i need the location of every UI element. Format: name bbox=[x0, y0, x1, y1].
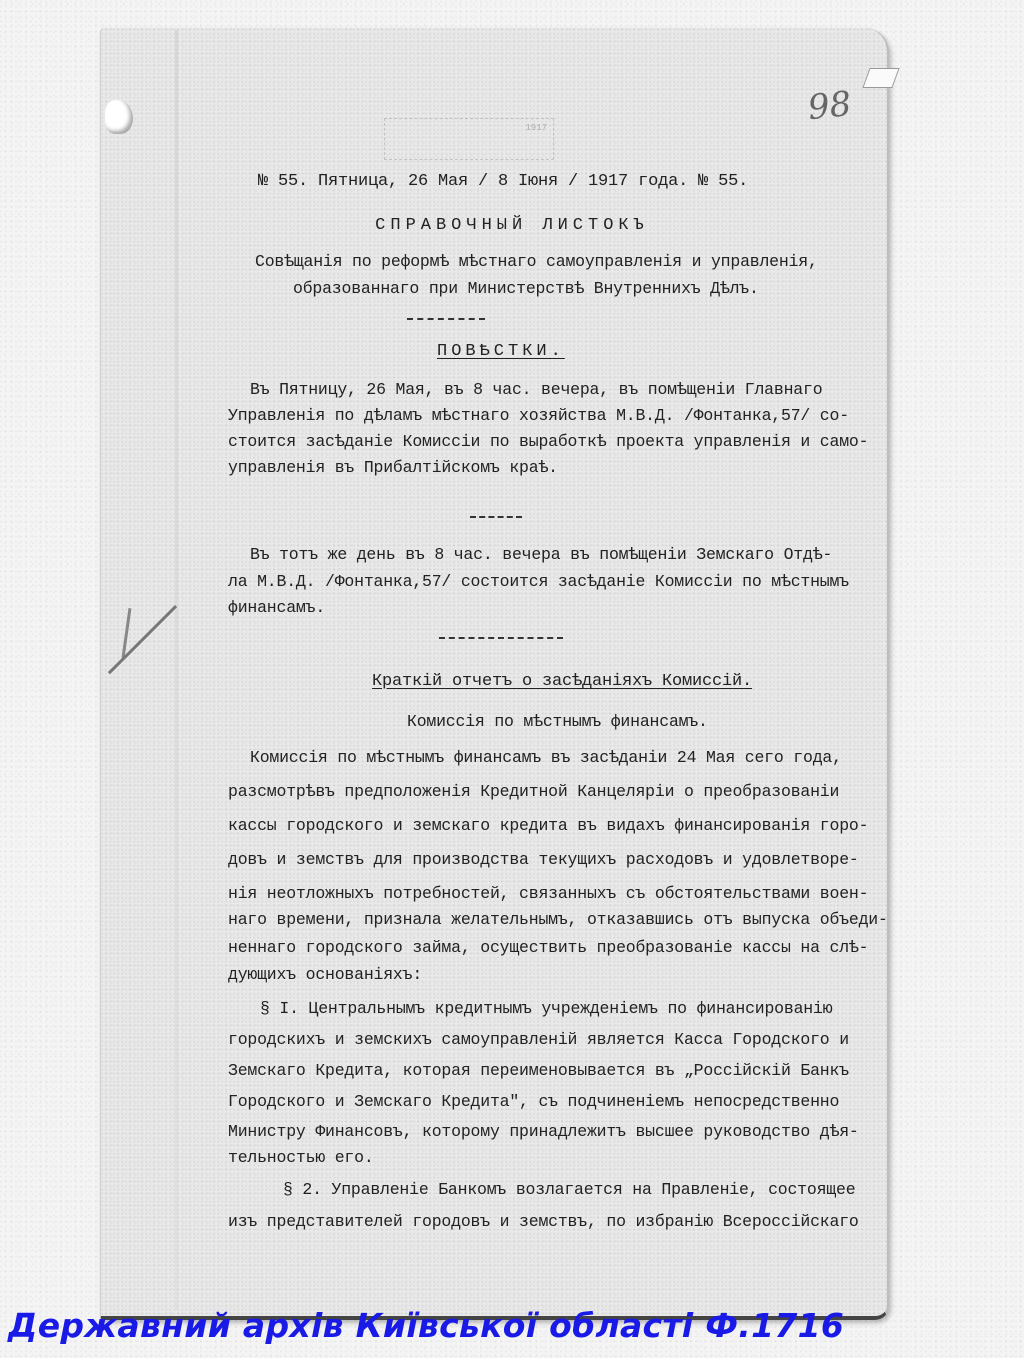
clause-2-line: изъ представителей городовъ и земствъ, по избранію Всероссійскаго bbox=[228, 1212, 859, 1231]
torn-corner bbox=[862, 68, 899, 88]
clause-1-line: тельностью его. bbox=[228, 1148, 374, 1167]
archive-stamp bbox=[384, 118, 554, 160]
divider bbox=[470, 516, 522, 518]
report-p1-line: кассы городского и земскаго кредита въ видахъ финансированія горо- bbox=[228, 816, 869, 835]
document-title: СПРАВОЧНЫЙ ЛИСТОКЪ bbox=[375, 216, 649, 235]
clause-1-line: Городского и Земскаго Кредита", съ подчиненіемъ непосредственно bbox=[228, 1092, 840, 1111]
paper-tear bbox=[105, 100, 133, 134]
agenda-heading: ПОВѢСТКИ. bbox=[437, 342, 565, 361]
report-p1-line: Комиссія по мѣстнымъ финансамъ въ засѣданіи 24 Мая сего года, bbox=[250, 748, 842, 767]
report-p1-line: наго времени, признала желательнымъ, отказавшись отъ выпуска объеди- bbox=[228, 910, 888, 929]
report-p1-line: довъ и земствъ для производства текущихъ расходовъ и удовлетворе- bbox=[228, 850, 859, 869]
clause-1-line: Министру Финансовъ, которому принадлежитъ высшее руководство дѣя- bbox=[228, 1122, 859, 1141]
agenda-p2-line: финансамъ. bbox=[228, 598, 326, 617]
clause-2-line: § 2. Управленіе Банкомъ возлагается на Правленіе, состоящее bbox=[283, 1180, 856, 1199]
agenda-p1-line: Управленія по дѣламъ мѣстнаго хозяйства М.В.Д. /Фонтанка,57/ со- bbox=[228, 406, 849, 425]
stamp-text: 1917 bbox=[525, 123, 547, 133]
report-p1-line: дующихъ основаніяхъ: bbox=[228, 965, 423, 984]
divider bbox=[439, 637, 563, 639]
report-heading: Краткій отчетъ о засѣданіяхъ Комиссій. bbox=[372, 672, 753, 691]
agenda-p1-line: стоится засѣданіе Комиссіи по выработкѣ проекта управленія и само- bbox=[228, 432, 869, 451]
agenda-p1-line: Въ Пятницу, 26 Мая, въ 8 час. вечера, въ помѣщеніи Главнаго bbox=[250, 380, 823, 399]
subtitle-line-1: Совѣщанія по реформѣ мѣстнаго самоуправленія и управленія, bbox=[255, 252, 818, 271]
clause-1-line: Земскаго Кредита, которая переименовывается въ „Россійскій Банкъ bbox=[228, 1061, 849, 1080]
clause-1-line: городскихъ и земскихъ самоуправленій является Касса Городского и bbox=[228, 1030, 849, 1049]
agenda-p2-line: ла М.В.Д. /Фонтанка,57/ состоится засѣданіе Комиссіи по мѣстнымъ bbox=[228, 572, 849, 591]
clause-1-line: § I. Центральнымъ кредитнымъ учрежденіемъ по финансированію bbox=[260, 999, 833, 1018]
issue-header: № 55. Пятница, 26 Мая / 8 Іюня / 1917 года. № 55. bbox=[258, 172, 749, 191]
report-p1-line: неннаго городского займа, осуществить преобразованіе кассы на слѣ- bbox=[228, 938, 869, 957]
report-subheading: Комиссія по мѣстнымъ финансамъ. bbox=[407, 712, 708, 731]
report-p1-line: нія неотложныхъ потребностей, связанныхъ съ обстоятельствами воен- bbox=[228, 884, 869, 903]
archive-watermark: Державний архів Київської області Ф.1716 bbox=[8, 1306, 845, 1345]
divider bbox=[407, 318, 485, 320]
agenda-p1-line: управленія въ Прибалтійскомъ краѣ. bbox=[228, 458, 558, 477]
folio-number: 98 bbox=[806, 83, 854, 129]
report-p1-line: разсмотрѣвъ предположенія Кредитной Канцеляріи о преобразованіи bbox=[228, 782, 840, 801]
agenda-p2-line: Въ тотъ же день въ 8 час. вечера въ помѣщеніи Земскаго Отдѣ- bbox=[250, 545, 833, 564]
subtitle-line-2: образованнаго при Министерствѣ Внутреннихъ Дѣлъ. bbox=[293, 279, 759, 298]
